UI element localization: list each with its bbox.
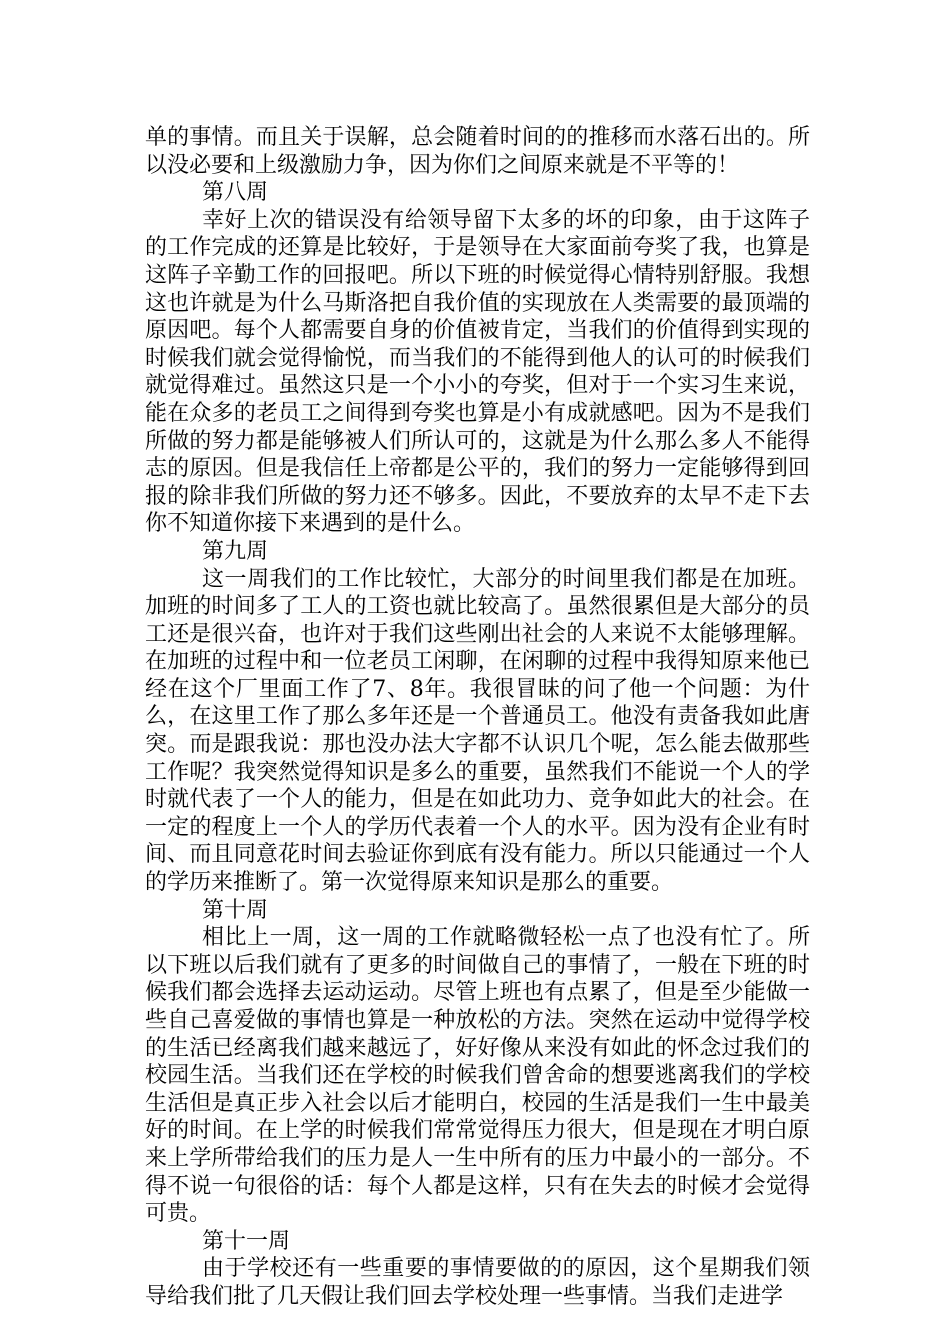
section-heading-week-10: 第十周 bbox=[202, 897, 269, 923]
section-heading-week-9: 第九周 bbox=[202, 538, 269, 564]
paragraph-week-8: 幸好上次的错误没有给领导留下太多的坏的印象，由于这阵子的工作完成的还算是比较好，于是领导在大家面前夸奖了我，也算是这阵子辛勤工作的回报吧。所以下班的时候觉得心情特别舒服。我想这也许就是为什么马斯洛把自我价值的实现放在人类需要的最顶端的原因吧。每个人都需要自身的价值被肯定，当我们的价值得到实现的时候我们就会觉得愉悦，而当我们的不能得到他人的认可的时候我们就觉得难过。虽然这只是一个小小的夸奖，但对于一个实习生来说，能在众多的老员工之间得到夸奖也算是小有成就感吧。因为不是我们所做的努力都是能够被人们所认可的，这就是为什么那么多人不能得志的原因。但是我信任上帝都是公平的，我们的努力一定能够得到回报的除非我们所做的努力还不够多。因此，不要放弃的太早不走下去你不知道你接下来遇到的是什么。 bbox=[145, 207, 810, 537]
document-body bbox=[145, 124, 810, 1311]
paragraph-continued: 单的事情。而且关于误解，总会随着时间的的推移而水落石出的。所以没必要和上级激励力争，因为你们之间原来就是不平等的！ bbox=[145, 125, 810, 178]
paragraph-week-10: 相比上一周，这一周的工作就略微轻松一点了也没有忙了。所以下班以后我们就有了更多的时间做自己的事情了，一般在下班的时候我们都会选择去运动运动。尽管上班也有点累了，但是至少能做一些自己喜爱做的事情也算是一种放松的方法。突然在运动中觉得学校的生活已经离我们越来越远了，好好像从来没有如此的怀念过我们的校园生活。当我们还在学校的时候我们曾舍命的想要逃离我们的学校生活但是真正步入社会以后才能明白，校园的生活是我们一生中最美好的时间。在上学的时候我们常常觉得压力很大，但是现在才明白原来上学所带给我们的压力是人一生中所有的压力中最小的一部分。不得不说一句很俗的话：每个人都是这样，只有在失去的时候才会觉得可贵。 bbox=[145, 925, 810, 1227]
paragraph-week-9: 这一周我们的工作比较忙，大部分的时间里我们都是在加班。加班的时间多了工人的工资也就比较高了。虽然很累但是大部分的员工还是很兴奋，也许对于我们这些刚出社会的人来说不太能够理解。在加班的过程中和一位老员工闲聊，在闲聊的过程中我得知原来他已经在这个厂里面工作了7、8年。我很冒昧的问了他一个问题：为什么，在这里工作了那么多年还是一个普通员工。他没有责备我如此唐突。而是跟我说：那也没办法大字都不认识几个呢，怎么能去做那些工作呢？我突然觉得知识是多么的重要，虽然我们不能说一个人的学时就代表了一个人的能力，但是在如此功力、竞争如此大的社会。在一定的程度上一个人的学历代表着一个人的水平。因为没有企业有时间、而且同意花时间去验证你到底有没有能力。所以只能通过一个人的学历来推断了。第一次觉得原来知识是那么的重要。 bbox=[145, 566, 810, 896]
section-heading-week-11: 第十一周 bbox=[202, 1228, 291, 1254]
section-heading-week-8: 第八周 bbox=[202, 180, 269, 206]
paragraph-week-11: 由于学校还有一些重要的事情要做的的原因，这个星期我们领导给我们批了几天假让我们回去学校处理一些事情。当我们走进学 bbox=[145, 1256, 810, 1309]
